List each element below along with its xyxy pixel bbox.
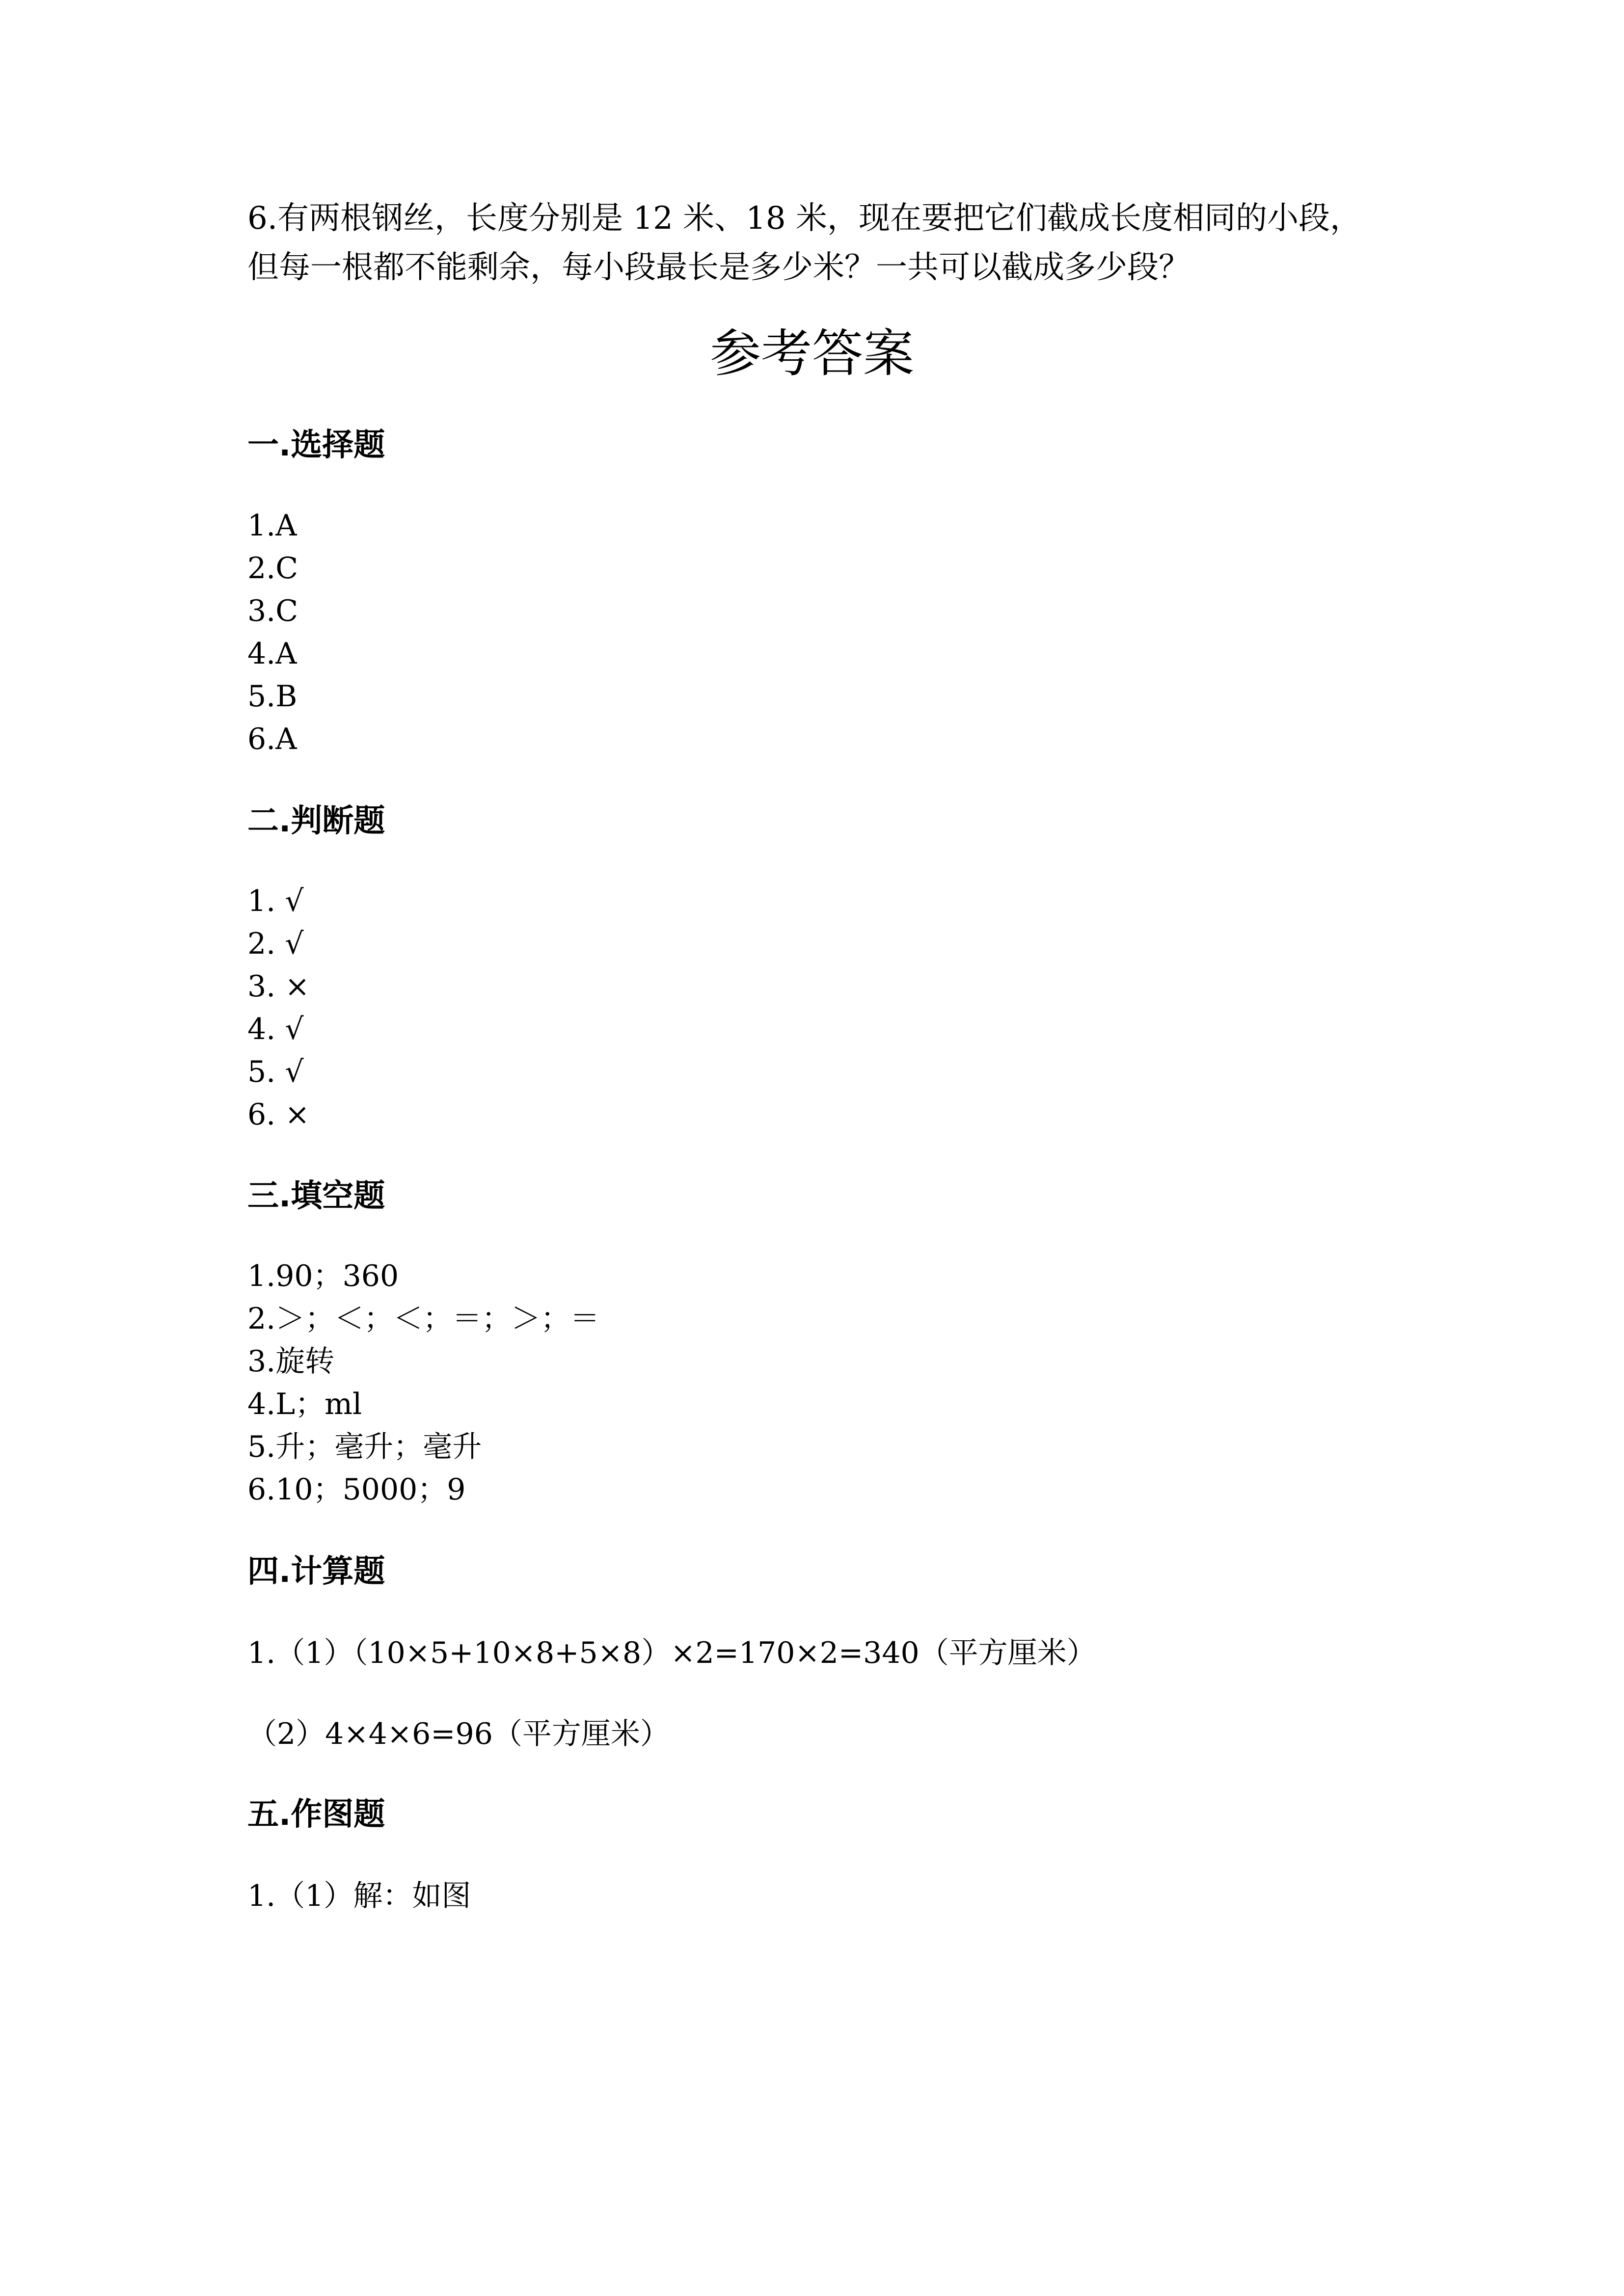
list-item: 5.升；毫升；毫升	[247, 1430, 482, 1464]
list-item: 6. ×	[247, 1097, 310, 1132]
judge-answer-list	[247, 880, 310, 1136]
list-item: 4. √	[247, 1012, 304, 1046]
list-item: 2. √	[247, 927, 304, 961]
draw-answer-line-1: 1.（1）解：如图	[247, 1879, 471, 1913]
list-item: 6.A	[247, 722, 297, 756]
section-heading-fill: 三.填空题	[247, 1178, 385, 1214]
list-item: 1.90；360	[247, 1259, 399, 1293]
list-item: 3.旋转	[247, 1344, 335, 1379]
list-item: 1.A	[247, 508, 297, 543]
list-item: 2.C	[247, 551, 298, 586]
section-heading-judge: 二.判断题	[247, 803, 385, 839]
fill-answer-list	[247, 1255, 599, 1511]
answer-key-title: 参考答案	[709, 323, 914, 383]
list-item: 1. √	[247, 884, 304, 918]
list-item: 3. ×	[247, 969, 310, 1004]
calc-answer-line-2: （2）4×4×6=96（平方厘米）	[247, 1717, 670, 1751]
question-6-text: 6.有两根钢丝，长度分别是 12 米、18 米，现在要把它们截成长度相同的小段，但每一根都不能剩余，每小段最长是多少米？一共可以截成多少段？	[247, 200, 1361, 286]
list-item: 3.C	[247, 594, 298, 628]
list-item: 6.10；5000；9	[247, 1472, 466, 1507]
section-heading-draw: 五.作图题	[247, 1796, 385, 1833]
list-item: 4.A	[247, 637, 297, 671]
list-item: 5. √	[247, 1055, 304, 1089]
choice-answer-list	[247, 505, 298, 761]
section-heading-calc: 四.计算题	[247, 1553, 385, 1590]
list-item: 4.L；ml	[247, 1387, 362, 1421]
list-item: 2.＞；＜；＜；＝；＞；＝	[247, 1302, 600, 1336]
calc-answer-line-1: 1.（1）（10×5+10×8+5×8）×2=170×2=340（平方厘米）	[247, 1636, 1096, 1670]
section-heading-choice: 一.选择题	[247, 427, 385, 463]
list-item: 5.B	[247, 679, 298, 714]
